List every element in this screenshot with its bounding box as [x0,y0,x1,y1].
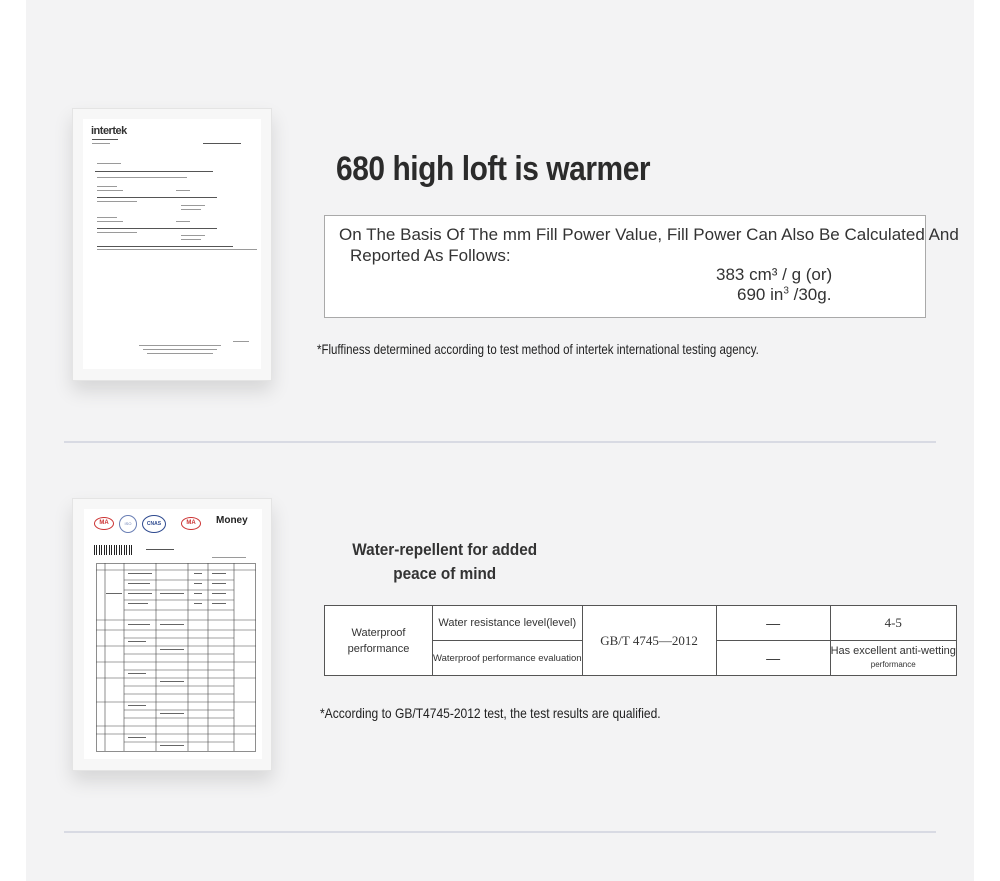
table-item-cell: Waterproof performance evaluation [433,641,583,676]
test-report-table [96,563,256,753]
certificate-page [84,509,262,759]
ma-logo: MA [181,517,201,530]
section-divider [64,831,936,833]
cnas-logo: CNAS [142,515,166,533]
table-standard-cell: GB/T 4745—2012 [582,606,716,676]
iso-logo: ISO [119,515,137,533]
money-brand-logo: Money [216,515,248,526]
certificate-page [83,119,261,369]
table-requirement-cell: — [716,641,830,676]
fill-power-text-line1: On The Basis Of The mm Fill Power Value, Fill Power Can Also Be Calculated And [339,225,959,244]
barcode [94,545,134,555]
fill-power-text-line2: Reported As Follows: [350,246,511,265]
table-result-cell: 4-5 [830,606,956,641]
loft-heading: 680 high loft is warmer [336,150,651,188]
water-test-certificate-thumbnail[interactable] [72,498,272,771]
table-result-cell: Has excellent anti-wetting performance [830,641,956,676]
water-resistance-table [324,605,957,676]
table-requirement-cell: — [716,606,830,641]
loft-footnote: *Fluffiness determined according to test method of intertek international testing agency. [317,341,759,357]
intertek-certificate-thumbnail[interactable] [72,108,272,381]
fill-power-result-box [324,215,959,318]
fill-power-metric-value: 383 cm³ / g (or) [716,265,833,284]
water-footnote: *According to GB/T4745-2012 test, the test results are qualified. [320,705,661,721]
fill-power-imperial-value: 690 $in^3$ /30g. [737,285,832,304]
section-divider [64,441,936,443]
intertek-logo: intertek [91,125,127,137]
ma-logo: MA [94,517,114,530]
table-category-cell: Waterproof performance [325,606,433,676]
table-item-cell: Water resistance level(level) [433,606,583,641]
water-repellent-heading: Water-repellent for added peace of mind [352,540,538,583]
